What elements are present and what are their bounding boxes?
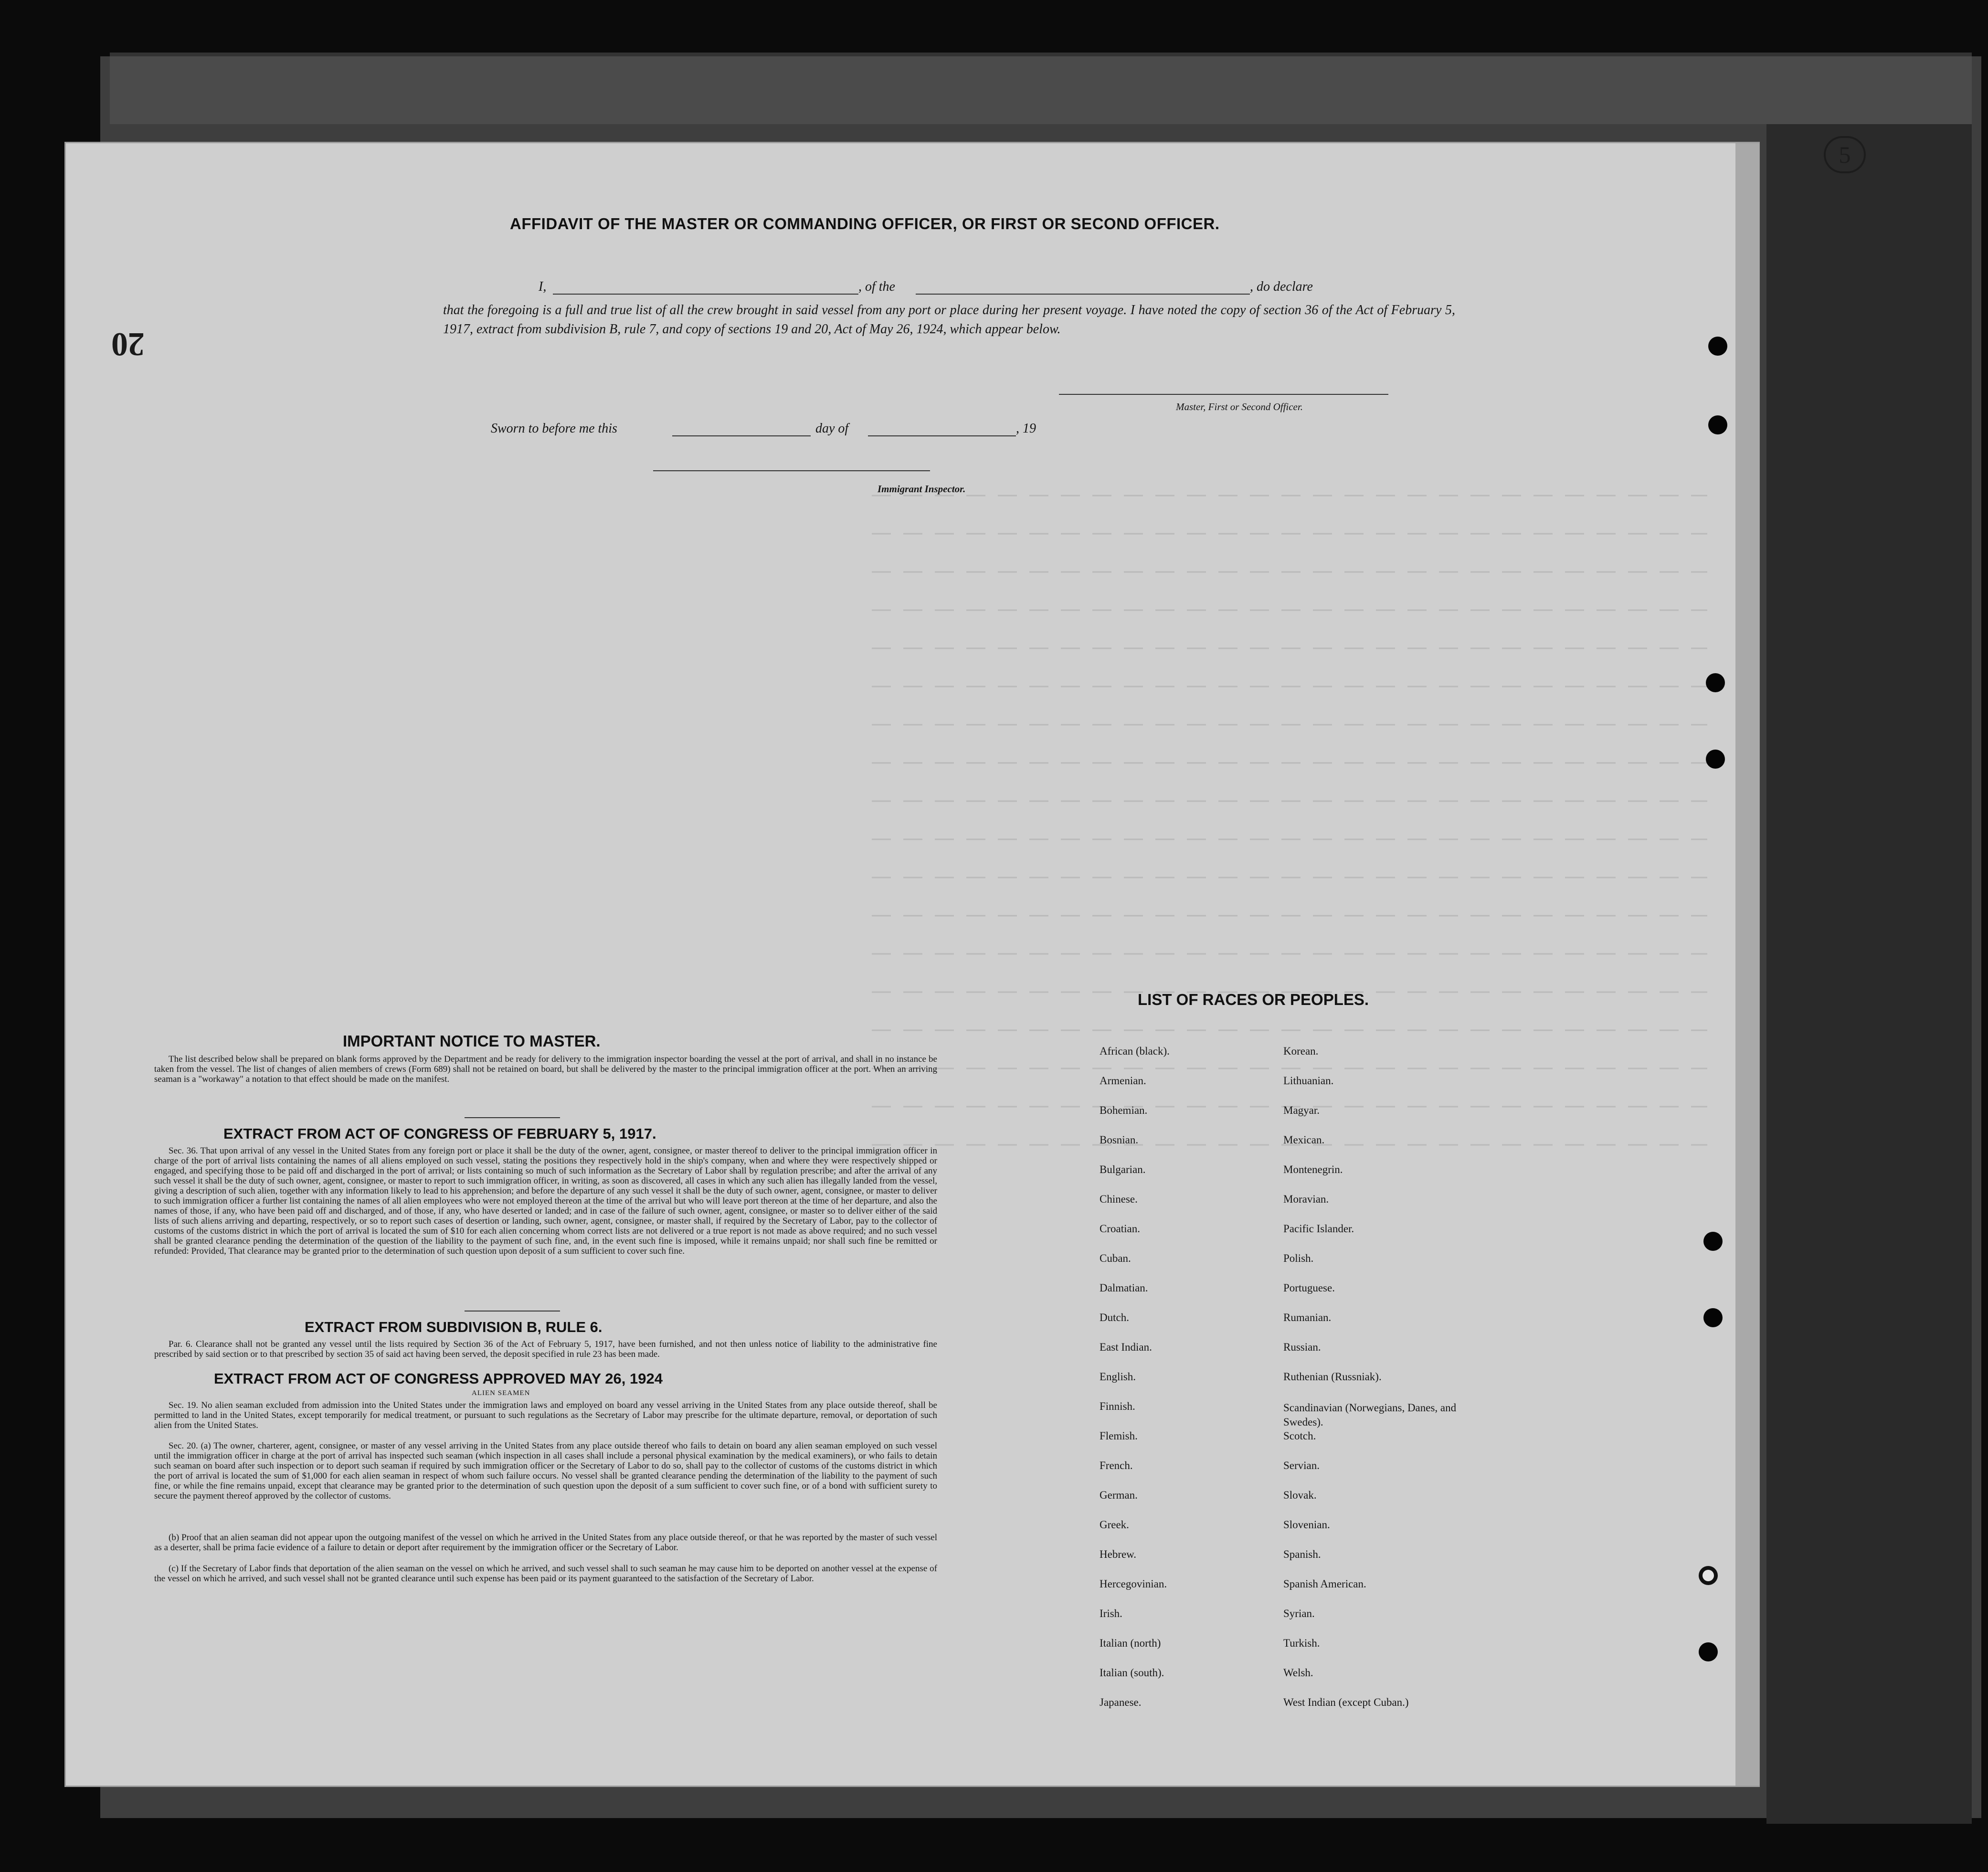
race-item: Hebrew. — [1100, 1548, 1137, 1560]
inspector-blank — [653, 470, 930, 471]
punch-hole — [1706, 673, 1725, 692]
races-left-column — [1100, 1046, 1257, 1726]
right-binding-shadow — [1766, 124, 1972, 1824]
punch-hole — [1703, 1232, 1723, 1251]
punch-hole — [1706, 750, 1725, 769]
affidavit-body: that the foregoing is a full and true list of all the crew brought in said vessel from any port or place during her present voyage. I have noted the copy of section 36 of the Act of February 5, 1917, extract from subdivision B, rule 7, and copy of sections 19 and 20, Act of May 26, 1924, which appear below. — [443, 303, 1455, 337]
race-item: Armenian. — [1100, 1075, 1146, 1087]
race-item: Spanish American. — [1283, 1578, 1366, 1590]
name-blank — [553, 294, 858, 295]
notice-title: IMPORTANT NOTICE TO MASTER. — [343, 1032, 601, 1050]
vessel-blank — [916, 294, 1250, 295]
sworn-year: , 19 — [1016, 421, 1036, 436]
race-item: Irish. — [1100, 1608, 1122, 1619]
race-item: Italian (north) — [1100, 1637, 1161, 1649]
race-item: Welsh. — [1283, 1667, 1313, 1679]
race-item: Montenegrin. — [1283, 1163, 1343, 1175]
race-item: Chinese. — [1100, 1193, 1138, 1205]
sworn-line — [491, 421, 1159, 440]
race-item: Russian. — [1283, 1341, 1321, 1353]
race-item: Greek. — [1100, 1519, 1129, 1531]
affidavit-line1 — [472, 279, 1455, 298]
sworn-prefix: Sworn to before me this — [491, 421, 617, 436]
race-item: Lithuanian. — [1283, 1075, 1334, 1087]
extract-1924-sec19: Sec. 19. No alien seaman excluded from admission into the United States under the immigration laws and employed on board any vessel arriving in the United States from any place outside thereof, shall be permitted to land in the United States, except temporarily for medical treatment, or pursuant to such regulations as the Secretary of Labor may prescribe for the ultimate departure, removal, or deportation of such alien from the United States. — [154, 1400, 937, 1430]
divider-1 — [465, 1117, 560, 1118]
race-item: Syrian. — [1283, 1608, 1315, 1619]
extract-1924-subtitle: ALIEN SEAMEN — [472, 1389, 530, 1397]
race-item: West Indian (except Cuban.) — [1283, 1696, 1409, 1708]
race-item: Bulgarian. — [1100, 1163, 1146, 1175]
race-item: Spanish. — [1283, 1548, 1321, 1560]
extract-1924-sec20c: (c) If the Secretary of Labor finds that deportation of the alien seaman on the vessel on which he arrived, and such vessel shall to such seaman he may cause him to be deported on another vessel at the expense of the vessel on which he arrived, and such vessel shall not be granted clearance until such expense has been paid or its payment guaranteed to the satisfaction of the Secretary of Labor. — [154, 1564, 937, 1584]
race-item: Japanese. — [1100, 1696, 1142, 1708]
race-item: Polish. — [1283, 1252, 1314, 1264]
races-right-column — [1283, 1046, 1484, 1726]
race-item: Dalmatian. — [1100, 1282, 1148, 1294]
punch-hole — [1699, 1566, 1718, 1585]
race-item: East Indian. — [1100, 1341, 1152, 1353]
races-title: LIST OF RACES OR PEOPLES. — [1138, 991, 1369, 1008]
punch-hole — [1708, 337, 1727, 356]
race-item: Hercegovinian. — [1100, 1578, 1167, 1590]
left-margin-number: 20 — [111, 326, 145, 362]
affidavit-title: AFFIDAVIT OF THE MASTER OR COMMANDING OFFICER, OR FIRST OR SECOND OFFICER. — [510, 215, 1220, 233]
extract-rule6-text: Par. 6. Clearance shall not be granted any vessel until the lists required by Section 36 of the Act of February 5, 1917, have been furnished, and not then unless notice of liability to the administrative fine prescribed by said section or to that prescribed by section 35 of said act having been served, the deposit specified in rule 23 has been made. — [154, 1339, 937, 1359]
notice-text: The list described below shall be prepared on blank forms approved by the Department and be ready for delivery to the immigration inspector boarding the vessel at the port of arrival, and shall in no instance be taken from the vessel. The list of changes of alien members of crews (Form 689) shall not be retained on board, but shall be delivered by the master to the principal immigration officer at the port. When an arriving seaman is a "workaway" a notation to that effect should be made on the manifest. — [154, 1054, 937, 1084]
affidavit-of-the: , of the — [858, 279, 895, 294]
sworn-day-blank — [672, 435, 811, 436]
race-item: Korean. — [1283, 1045, 1319, 1057]
race-item: African (black). — [1100, 1045, 1170, 1057]
race-item: Ruthenian (Russniak). — [1283, 1371, 1382, 1383]
page-edge-stack — [1735, 143, 1759, 1786]
race-item: Cuban. — [1100, 1252, 1131, 1264]
race-item: Rumanian. — [1283, 1311, 1332, 1323]
punch-hole — [1708, 415, 1727, 434]
signature-label: Master, First or Second Officer. — [1176, 401, 1303, 412]
race-item: Finnish. — [1100, 1400, 1135, 1412]
sworn-day-of: day of — [815, 421, 849, 436]
race-item: Magyar. — [1283, 1104, 1320, 1116]
document-page — [66, 143, 1758, 1786]
inspector-label: Immigrant Inspector. — [878, 483, 966, 495]
top-right-mark-text: 5 — [1839, 141, 1851, 168]
race-item: Croatian. — [1100, 1223, 1140, 1235]
race-item: French. — [1100, 1460, 1133, 1471]
race-item: Italian (south). — [1100, 1667, 1164, 1679]
race-item: Moravian. — [1283, 1193, 1329, 1205]
extract-1924-sec20b: (b) Proof that an alien seaman did not appear upon the outgoing manifest of the vessel on which he arrived in the United States from any place outside thereof, or that he was reported by the master of such vessel as a deserter, shall be prima facie evidence of a failure to detain or deport after requirement by the immigration officer or the Secretary of Labor. — [154, 1533, 937, 1553]
race-item: Flemish. — [1100, 1430, 1138, 1442]
sworn-month-blank — [868, 435, 1016, 436]
race-item: Mexican. — [1283, 1134, 1325, 1146]
race-item: English. — [1100, 1371, 1136, 1383]
extract-1917-text: Sec. 36. That upon arrival of any vessel in the United States from any foreign port or place it shall be the duty of the owner, agent, consignee, or master thereof to deliver to the principal immigration officer in charge of the port of arrival lists containing the names of all aliens employed on such vessel, stating the positions they respectively hold in the ship's company, when and where they were respectively shipped or engaged, and specifying those to be paid off and discharged in the port of arrival; or lists containing so much of such information as the Secretary of Labor shall by regulation prescribe; and after the arrival of any such vessel it shall be the duty of such owner, agent, consignee, or master to report to such immigration officer, in writing, as soon as discovered, all cases in which any such alien has illegally landed from the vessel, giving a description of such alien, together with any information likely to lead to his apprehension; and before the departure of any such vessel it shall be the duty of such owner, agent, consignee, or master to deliver to such immigration officer a further list containing the names of all alien employees who were not employed thereon at the time of the arrival but who will leave port thereon at the time of her departure, and also the names of those, if any, who have been paid off and discharged, and of those, if any, who have deserted or landed; and in case of the failure of such owner, agent, consignee, or master so to deliver either of the said lists of such aliens arriving and departing, respectively, or so to report such cases of desertion or landing, such owner, agent, consignee, or master shall, if required by the Secretary of Labor, pay to the collector of customs of the customs district in which the port of arrival is located the sum of $10 for each alien concerning whom correct lists are not delivered or a true report is not made as above required; and no such vessel shall be granted clearance pending the determination of the question of the liability to the payment of such fine, and, in the event such fine is imposed, while it remains unpaid; nor shall such fine be remitted or refunded: Provided, That clearance may be granted prior to the determination of such question upon deposit of a sum sufficient to cover such fine. — [154, 1146, 937, 1256]
race-item: Servian. — [1283, 1460, 1320, 1471]
race-item: Pacific Islander. — [1283, 1223, 1354, 1235]
race-item: German. — [1100, 1489, 1138, 1501]
extract-1924-sec20a: Sec. 20. (a) The owner, charterer, agent, consignee, or master of any vessel arriving in the United States from any place outside thereof who fails to detain on board any alien seaman employed on such vessel until the immigration officer in charge at the port of arrival has inspected such seaman (which inspection in all cases shall include a personal physical examination by the medical examiners), or who fails to detain such seaman on board after such inspection or to deport such seaman if required by such immigration officer or the Secretary of Labor to do so, shall pay to the collector of customs of the customs district in which the port of arrival is located the sum of $1,000 for each alien seaman in respect of whom such failure occurs. No vessel shall be granted clearance pending the determination of the liability to the payment of such fine, or while the fine remains unpaid, except that clearance may be granted prior to the determination of such question upon the deposit of a sum sufficient to cover such fine, or of a bond with sufficient surety to secure the payment thereof approved by the collector of customs. — [154, 1441, 937, 1501]
top-right-circled-mark — [1824, 136, 1866, 173]
signature-blank — [1059, 394, 1388, 395]
back-sheet-top-edge — [110, 53, 1972, 124]
extract-1924-title: EXTRACT FROM ACT OF CONGRESS APPROVED MAY 26, 1924 — [214, 1370, 663, 1387]
punch-hole — [1699, 1642, 1718, 1661]
affidavit-declare: , do declare — [1250, 279, 1313, 294]
extract-rule6-title: EXTRACT FROM SUBDIVISION B, RULE 6. — [305, 1319, 603, 1335]
race-item: Dutch. — [1100, 1311, 1129, 1323]
race-item: Bosnian. — [1100, 1134, 1139, 1146]
race-item: Turkish. — [1283, 1637, 1320, 1649]
punch-hole — [1703, 1308, 1723, 1327]
race-item: Portuguese. — [1283, 1282, 1335, 1294]
race-item: Scandinavian (Norwegians, Danes, and Swedes). — [1283, 1402, 1457, 1428]
race-item: Scotch. — [1283, 1430, 1316, 1442]
race-item: Slovak. — [1283, 1489, 1317, 1501]
extract-1917-title: EXTRACT FROM ACT OF CONGRESS OF FEBRUARY 5, 1917. — [223, 1125, 656, 1142]
affidavit-i: I, — [539, 279, 547, 294]
race-item: Slovenian. — [1283, 1519, 1330, 1531]
race-item: Bohemian. — [1100, 1104, 1148, 1116]
